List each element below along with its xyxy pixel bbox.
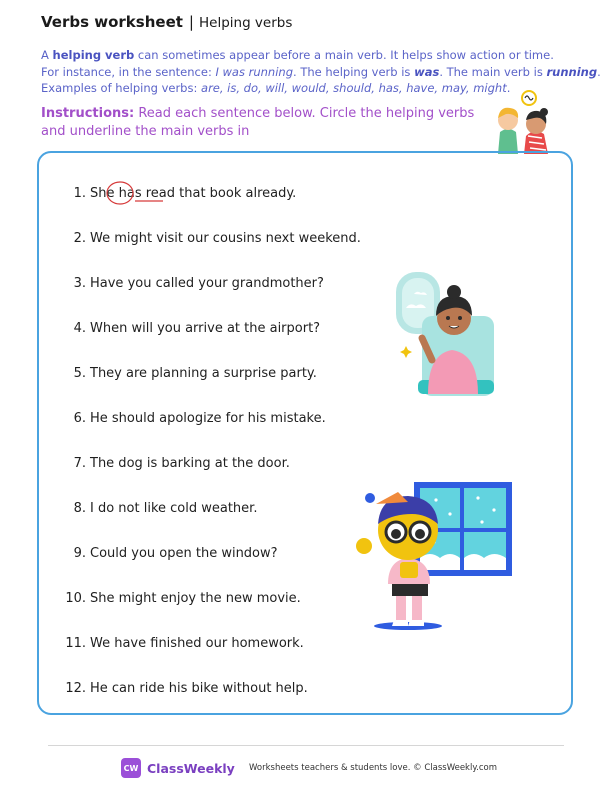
question-item	[39, 501, 359, 516]
question-item	[39, 321, 359, 336]
question-item	[39, 636, 359, 651]
question-text: I do not like cold weather.	[90, 501, 258, 516]
question-text: Could you open the window?	[90, 546, 278, 561]
question-number: 9.	[73, 546, 86, 561]
question-number: 2.	[73, 231, 86, 246]
question-item	[39, 276, 359, 291]
question-text: We might visit our cousins next weekend.	[90, 231, 361, 246]
footer-divider	[48, 745, 564, 746]
intro-line-1: A helping verb can sometimes appear before a main verb. It helps show action or time.	[41, 48, 554, 62]
question-number: 8.	[73, 501, 86, 516]
questions-panel	[37, 151, 573, 715]
question-number: 1.	[73, 186, 86, 201]
question-item	[39, 231, 359, 246]
intro-line-2: For instance, in the sentence: I was running. The helping verb is was. The main verb is running.	[41, 64, 601, 79]
example-helping-verb: was	[414, 64, 440, 79]
classweekly-logo-icon: CW	[121, 758, 141, 778]
question-item	[39, 591, 359, 606]
airplane-window-illustration	[392, 268, 496, 396]
instructions-text: Read each sentence below. Circle the helping verbs and underline the main verbs in	[41, 106, 475, 139]
helping-verb-list: are, is, do, will, would, should, has, have, may, might	[201, 81, 507, 95]
question-text: He can ride his bike without help.	[90, 681, 308, 696]
worksheet-subtitle: Helping verbs	[198, 15, 293, 31]
question-item	[39, 456, 359, 471]
intro-line-3: Examples of helping verbs: are, is, do, will, would, should, has, have, may, might.	[41, 81, 511, 95]
question-text: He should apologize for his mistake.	[90, 411, 326, 426]
question-number: 4.	[73, 321, 86, 336]
question-text: She might enjoy the new movie.	[90, 591, 301, 606]
footer	[121, 757, 521, 779]
question-text: We have finished our homework.	[90, 636, 304, 651]
question-item	[39, 366, 359, 381]
question-text: They are planning a surprise party.	[90, 366, 317, 381]
question-number: 5.	[73, 366, 86, 381]
question-item	[39, 681, 359, 696]
question-text: When will you arrive at the airport?	[90, 321, 321, 336]
question-text: She has read that book already.	[90, 186, 297, 201]
instructions-label: Instructions:	[41, 106, 135, 121]
page-header	[41, 13, 581, 31]
child-window-illustration	[356, 480, 514, 630]
question-number: 3.	[73, 276, 86, 291]
example-sentence: I was running	[215, 64, 294, 79]
instructions	[41, 105, 491, 141]
helping-verb-term: helping verb	[52, 48, 135, 62]
question-text: The dog is barking at the door.	[90, 456, 290, 471]
example-main-verb: running	[546, 64, 598, 79]
kids-illustration	[492, 88, 558, 154]
title-separator: |	[188, 13, 194, 31]
question-text: Have you called your grandmother?	[90, 276, 324, 291]
footer-tagline: Worksheets teachers & students love. © ClassWeekly.com	[249, 763, 498, 773]
question-number: 7.	[73, 456, 86, 471]
worksheet-title: Verbs worksheet	[41, 13, 183, 31]
question-number: 11.	[65, 636, 86, 651]
question-number: 10.	[65, 591, 86, 606]
question-number: 6.	[73, 411, 86, 426]
brand-name: ClassWeekly	[147, 760, 235, 776]
question-number: 12.	[65, 681, 86, 696]
question-item	[39, 186, 359, 201]
question-item	[39, 411, 359, 426]
question-item	[39, 546, 359, 561]
